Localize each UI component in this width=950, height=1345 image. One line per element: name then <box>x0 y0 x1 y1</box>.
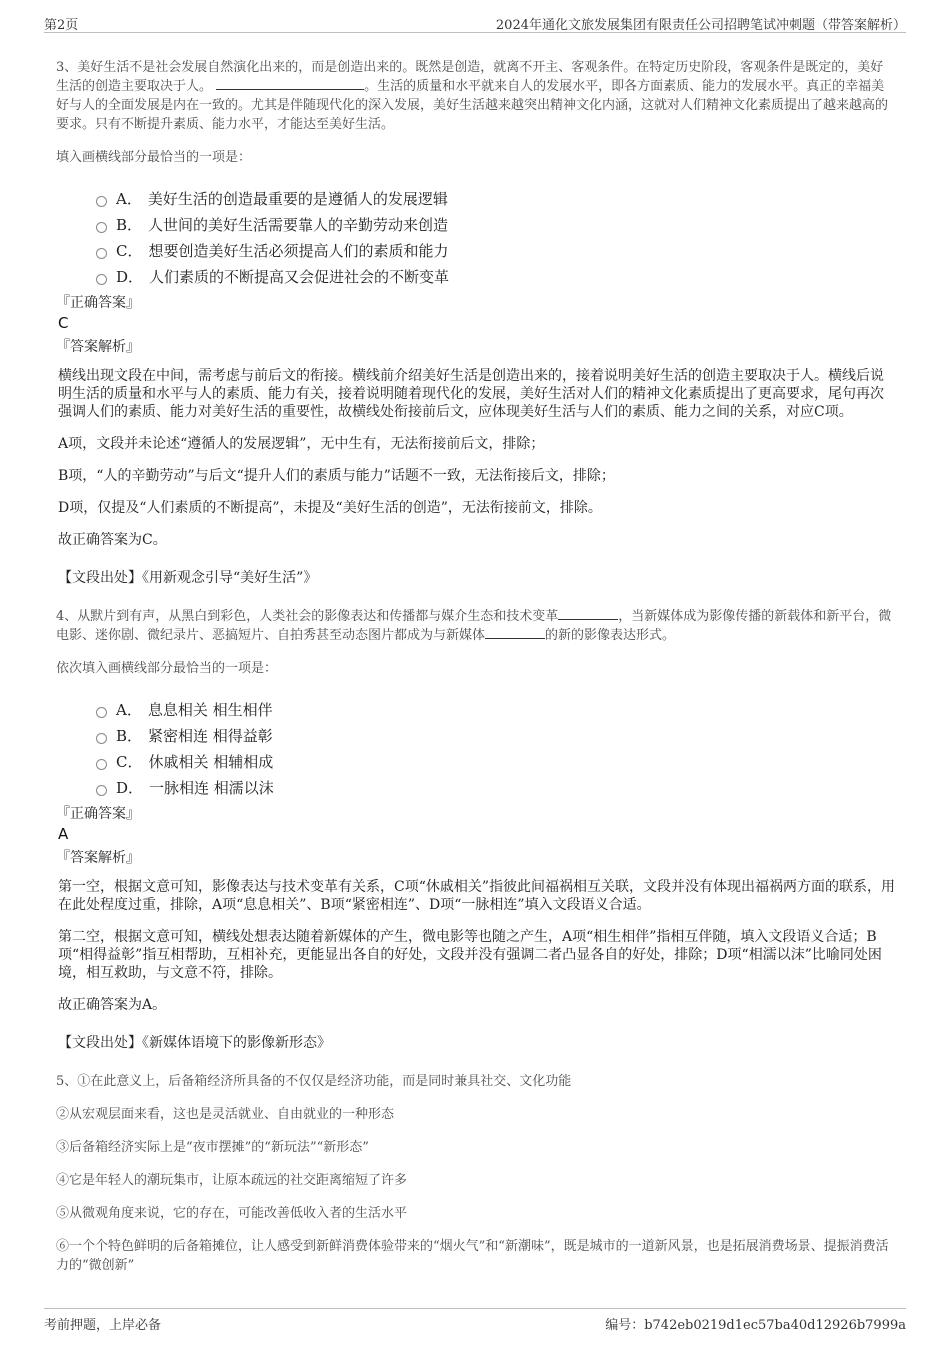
sentence-item: ④它是年轻人的潮玩集市，让原本疏远的社交距离缩短了许多 <box>56 1173 408 1188</box>
explanation-paragraph: A项，文段并未论述“遵循人的发展逻辑”，无中生有，无法衔接前后文，排除； <box>58 436 545 452</box>
explanation-paragraph: 横线出现文段在中间，需考虑与前后文的衔接。横线前介绍美好生活是创造出来的，接着说明美好生活的创造主要取决于人。横线后说明生活的质量和水平与人的素质、能力有关，接着说明随着现代化的发展，美好生活对人们的精神文化素质提出了更高要求，尾句再次强调人们的素质、能力对美好生活的重要性，故横线处衔接前后文，应体现美好生活与人们的素质、能力之间的关系，对应C项。 <box>58 368 884 420</box>
explanation-paragraph: 第二空，根据文意可知，横线处想表达随着新媒体的产生，微电影等也随之产生，A项“相生相伴”指相互伴随，填入文段语义合适；B项“相得益彰”指互相帮助，互相补充，更能显出各自的好处，文段并没有强调二者凸显各自的好处，排除；D项“相濡以沫”比喻同处困境，相互救助，与文意不符，排除。 <box>58 929 882 981</box>
option-d[interactable] <box>96 263 896 289</box>
document-title: 2024年通化文旅发展集团有限责任公司招聘笔试冲刺题（带答案解析） <box>495 18 906 33</box>
page-content <box>56 58 896 1275</box>
explanation-label: 『答案解析』 <box>56 339 140 355</box>
sentence-item: ⑥一个个特色鲜明的后备箱摊位，让人感受到新鲜消费体验带来的“烟火气”和“新潮味”，既是城市的一道新风景，也是拓展消费场景、提振消费活力的“微创新” <box>56 1239 889 1273</box>
question-3-prompt: 填入画横线部分最恰当的一项是： <box>56 150 252 165</box>
radio-button[interactable] <box>96 222 107 233</box>
correct-answer-label: 『正确答案』 <box>56 806 140 822</box>
footer-slogan: 考前押题，上岸必备 <box>44 1318 162 1333</box>
option-b[interactable] <box>96 722 896 748</box>
option-text: 休戚相关 相辅相成 <box>148 752 274 771</box>
option-b[interactable] <box>96 211 896 237</box>
radio-button[interactable] <box>96 707 107 718</box>
explanation-paragraph: 第一空，根据文意可知，影像表达与技术变革有关系，C项“休戚相关”指彼此间福祸相互关联，文段并没有体现出福祸两方面的联系，用在此处程度过重，排除，A项“息息相关”、B项“紧密相连”、D项“一脉相连”填入文段语义合适。 <box>58 879 896 913</box>
document-code: 编号：b742eb0219d1ec57ba40d12926b7999a <box>605 1318 906 1333</box>
question-3-text-part2: 。生活的质量和水平就来自人的发展水平，即各方面素质、能力的发展水平。真正的幸福美好与人的全面发展是内在一致的。尤其是伴随现代化的深入发展，美好生活越来越突出精神文化内涵，这就对人们精神文化素质提出了越来越高的要求。只有不断提升素质、能力水平，才能达至美好生活。 <box>56 79 889 132</box>
question-4-prompt: 依次填入画横线部分最恰当的一项是： <box>56 661 278 676</box>
explanation-label: 『答案解析』 <box>56 850 140 866</box>
radio-button[interactable] <box>96 785 107 796</box>
option-text: 美好生活的创造最重要的是遵循人的发展逻辑 <box>147 189 448 208</box>
explanation-paragraph: 故正确答案为C。 <box>58 532 167 548</box>
correct-answer-value: C <box>58 314 69 332</box>
explanation-paragraph: 故正确答案为A。 <box>58 997 167 1013</box>
option-text: 想要创造美好生活必须提高人们的素质和能力 <box>148 241 449 260</box>
fill-blank <box>216 77 364 90</box>
option-letter: B． <box>116 726 143 745</box>
page-number: 第2页 <box>44 18 79 33</box>
radio-button[interactable] <box>96 196 107 207</box>
fill-blank <box>558 607 618 620</box>
option-text: 紧密相连 相得益彰 <box>148 726 273 745</box>
radio-button[interactable] <box>96 759 107 770</box>
sentence-item: ③后备箱经济实际上是“夜市摆摊”的“新玩法”“新形态” <box>56 1140 369 1155</box>
option-letter: B． <box>116 215 143 234</box>
explanation-paragraph: D项，仅提及“人们素质的不断提高”，未提及“美好生活的创造”，无法衔接前文，排除。 <box>58 500 602 516</box>
explanation-paragraph: B项，“人的辛勤劳动”与后文“提升人们的素质与能力”话题不一致，无法衔接后文，排除； <box>58 468 615 484</box>
radio-button[interactable] <box>96 248 107 259</box>
option-letter: D． <box>116 267 144 286</box>
option-letter: C． <box>116 241 143 260</box>
option-letter: A． <box>116 189 142 208</box>
question-3-text-part1: 3、美好生活不是社会发展自然演化出来的，而是创造出来的。既然是创造，就离不开主、客观条件。在特定历史阶段，客观条件是既定的，美好生活的创造主要取决于人。 <box>56 60 884 94</box>
option-a[interactable] <box>96 696 896 722</box>
option-text: 人世间的美好生活需要靠人的辛勤劳动来创造 <box>148 215 449 234</box>
question-4-options <box>96 696 896 800</box>
option-letter: A． <box>116 700 142 719</box>
page-header <box>44 12 906 33</box>
page-footer <box>44 1308 906 1331</box>
radio-button[interactable] <box>96 274 107 285</box>
sentence-item: 5、①在此意义上，后备箱经济所具备的不仅仅是经济功能，而是同时兼具社交、文化功能 <box>56 1074 572 1089</box>
question-4 <box>56 607 896 1052</box>
question-3 <box>56 58 896 587</box>
option-letter: D． <box>116 778 144 797</box>
option-text: 一脉相连 相濡以沫 <box>149 778 274 797</box>
correct-answer-label: 『正确答案』 <box>56 295 140 311</box>
sentence-item: ⑤从微观角度来说，它的存在，可能改善低收入者的生活水平 <box>56 1206 408 1221</box>
radio-button[interactable] <box>96 733 107 744</box>
option-d[interactable] <box>96 774 896 800</box>
question-4-text-part1: 4、从默片到有声，从黑白到彩色，人类社会的影像表达和传播都与媒介生态和技术变革 <box>56 609 559 624</box>
question-4-text-part2: ，当新媒体成为影像传播的新载体和新平台，微电影、迷你剧、微纪录片、恶搞短片、自拍秀甚至动态图片都成为与新媒体 <box>56 609 892 643</box>
passage-source: 【文段出处】《新媒体语境下的影像新形态》 <box>58 1035 331 1051</box>
sentence-item: ②从宏观层面来看，这也是灵活就业、自由就业的一种形态 <box>56 1107 395 1122</box>
question-4-text <box>56 607 896 645</box>
option-c[interactable] <box>96 748 896 774</box>
option-text: 息息相关 相生相伴 <box>147 700 273 719</box>
passage-source: 【文段出处】《用新观念引导“美好生活”》 <box>58 570 318 586</box>
correct-answer-value: A <box>58 825 69 843</box>
option-c[interactable] <box>96 237 896 263</box>
question-4-text-part3: 的新的影像表达形式。 <box>545 628 676 643</box>
question-5 <box>56 1072 896 1275</box>
option-text: 人们素质的不断提高又会促进社会的不断变革 <box>149 267 450 286</box>
option-letter: C． <box>116 752 143 771</box>
option-a[interactable] <box>96 185 896 211</box>
question-3-options <box>96 185 896 289</box>
fill-blank <box>485 626 545 639</box>
question-3-text <box>56 58 896 134</box>
